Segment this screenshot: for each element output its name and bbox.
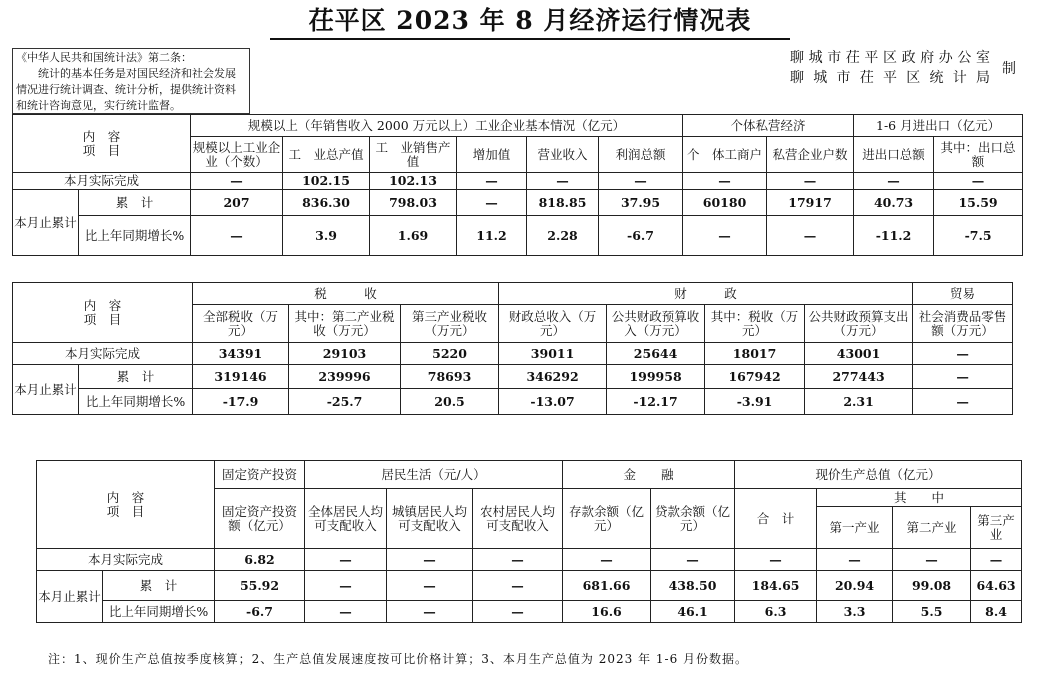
group-resident-living: 居民生活（元/人） [305,461,563,489]
data-cell: 11.2 [457,216,527,256]
group-import-export: 1-6 月进出口（亿元） [854,115,1023,137]
table-row [37,571,1022,601]
row-label-month: 本月实际完成 [13,343,193,365]
item-label-top: 内 容 [82,128,121,144]
item-label-bottom: 项 目 [82,142,121,158]
data-cell: 818.85 [527,190,599,216]
item-label-bottom: 项 目 [106,503,145,519]
item-label-bottom: 项 目 [83,311,122,327]
data-cell: — [683,216,767,256]
tax-finance-table [12,282,1013,415]
data-cell: -7.5 [934,216,1023,256]
col-header: 固定资产投资额（亿元） [215,489,305,549]
row-group-cumulative: 本月止累计 [13,190,79,256]
col-header: 其中：第二产业税收（万元） [289,305,401,343]
data-cell: -6.7 [215,601,305,623]
data-cell: 184.65 [735,571,817,601]
data-cell: 40.73 [854,190,934,216]
data-cell: — [527,173,599,190]
data-cell: 277443 [805,365,913,389]
row-label-cumulative: 累 计 [103,571,215,601]
data-cell: 207 [191,190,283,216]
row-group-cumulative: 本月止累计 [13,365,79,415]
data-cell: 99.08 [893,571,971,601]
group-tax: 税 收 [193,283,499,305]
data-cell: — [934,173,1023,190]
issuer-block [790,46,1035,90]
data-cell: 20.94 [817,571,893,601]
data-cell: -6.7 [599,216,683,256]
data-cell: -11.2 [854,216,934,256]
col-header: 个 体工商户 [683,137,767,173]
data-cell: 102.15 [283,173,370,190]
col-header: 营业收入 [527,137,599,173]
col-header: 其中：税收（万元） [705,305,805,343]
table-row [13,389,1013,415]
issuer-suffix: 制 [1002,61,1016,77]
law-heading: 《中华人民共和国统计法》第二条： [16,51,192,64]
table-row [37,601,1022,623]
data-cell: 3.3 [817,601,893,623]
data-cell: 681.66 [563,571,651,601]
issuer-org-2: 聊城市茌平区统计局 [790,70,990,86]
data-cell: 8.4 [971,601,1022,623]
col-header: 其中：出口总额 [934,137,1023,173]
col-header: 贷款余额（亿元） [651,489,735,549]
col-header: 全部税收（万元） [193,305,289,343]
data-cell: 438.50 [651,571,735,601]
data-cell: — [971,549,1022,571]
item-label-top: 内 容 [106,489,145,505]
col-header: 财政总收入（万元） [499,305,607,343]
row-label-month: 本月实际完成 [13,173,191,190]
group-gdp-breakdown: 其 中 [817,489,1022,507]
law-body: 统计的基本任务是对国民经济和社会发展情况进行统计调查、统计分析，提供统计资料和统计咨询意见，实行统计监督。 [16,67,236,112]
issuer-org-1: 聊城市茌平区政府办公室 [790,50,990,66]
data-cell: — [683,173,767,190]
data-cell: — [457,173,527,190]
row-label-growth: 比上年同期增长% [79,389,193,415]
col-header: 第一产业 [817,507,893,549]
item-label-top: 内 容 [83,297,122,313]
data-cell: — [305,601,387,623]
table-row [13,173,1023,190]
data-cell: — [305,549,387,571]
data-cell: 64.63 [971,571,1022,601]
col-header: 规模以上工业企业（个数） [191,137,283,173]
data-cell: 2.31 [805,389,913,415]
table-row [13,343,1013,365]
col-header: 城镇居民人均可支配收入 [387,489,473,549]
data-cell: — [817,549,893,571]
group-private-economy: 个体私营经济 [683,115,854,137]
data-cell: — [735,549,817,571]
data-cell: — [651,549,735,571]
data-cell: 1.69 [370,216,457,256]
data-cell: -12.17 [607,389,705,415]
group-fixed-investment: 固定资产投资 [215,461,305,489]
col-header: 公共财政预算收入（万元） [607,305,705,343]
data-cell: — [387,571,473,601]
data-cell: — [457,190,527,216]
row-label-cumulative: 累 计 [79,190,191,216]
data-cell: 798.03 [370,190,457,216]
row-label-growth: 比上年同期增长% [103,601,215,623]
data-cell: — [473,549,563,571]
col-header: 工 业销售产值 [370,137,457,173]
col-header: 进出口总额 [854,137,934,173]
data-cell: -3.91 [705,389,805,415]
data-cell: — [599,173,683,190]
group-finance: 财 政 [499,283,913,305]
data-cell: 17917 [767,190,854,216]
row-group-cumulative: 本月止累计 [37,571,103,623]
data-cell: -25.7 [289,389,401,415]
data-cell: 60180 [683,190,767,216]
item-header-cell [37,461,215,549]
data-cell: 239996 [289,365,401,389]
data-cell: -13.07 [499,389,607,415]
data-cell: 2.28 [527,216,599,256]
data-cell: 43001 [805,343,913,365]
data-cell: 16.6 [563,601,651,623]
data-cell: — [854,173,934,190]
data-cell: 29103 [289,343,401,365]
data-cell: — [893,549,971,571]
group-finance: 金 融 [563,461,735,489]
item-header-cell [13,283,193,343]
data-cell: — [387,601,473,623]
data-cell: — [191,216,283,256]
group-industry: 规模以上（年销售收入 2000 万元以上）工业企业基本情况（亿元） [191,115,683,137]
industry-table [12,114,1023,256]
data-cell: — [191,173,283,190]
group-gdp: 现价生产总值（亿元） [735,461,1022,489]
col-header: 第二产业 [893,507,971,549]
data-cell: 18017 [705,343,805,365]
data-cell: 167942 [705,365,805,389]
table-row [37,549,1022,571]
col-header: 社会消费品零售额（万元） [913,305,1013,343]
data-cell: 836.30 [283,190,370,216]
data-cell: 20.5 [401,389,499,415]
data-cell: 55.92 [215,571,305,601]
data-cell: — [305,571,387,601]
data-cell: 346292 [499,365,607,389]
col-header: 第三产业 [971,507,1022,549]
table-row [13,365,1013,389]
data-cell: 34391 [193,343,289,365]
item-header-cell [13,115,191,173]
data-cell: — [767,173,854,190]
data-cell: 37.95 [599,190,683,216]
col-header: 工 业总产值 [283,137,370,173]
row-label-growth: 比上年同期增长% [79,216,191,256]
data-cell: 15.59 [934,190,1023,216]
col-header: 全体居民人均可支配收入 [305,489,387,549]
data-cell: — [913,389,1013,415]
data-cell: 3.9 [283,216,370,256]
table-row [13,190,1023,216]
data-cell: 78693 [401,365,499,389]
table-row [13,216,1023,256]
col-header: 私营企业户数 [767,137,854,173]
footnote: 注：1、现价生产总值按季度核算；2、生产总值发展速度按可比价格计算；3、本月生产总值为 2023 年 1-6 月份数据。 [48,652,749,666]
data-cell: -17.9 [193,389,289,415]
data-cell: — [767,216,854,256]
col-header: 第三产业税收（万元） [401,305,499,343]
data-cell: 25644 [607,343,705,365]
row-label-cumulative: 累 计 [79,365,193,389]
investment-gdp-table [36,460,1022,623]
data-cell: 319146 [193,365,289,389]
col-header: 存款余额（亿元） [563,489,651,549]
col-header: 利润总额 [599,137,683,173]
col-header: 农村居民人均可支配收入 [473,489,563,549]
statistics-law-note [12,48,250,114]
group-commerce: 贸易 [913,283,1013,305]
report-title: 茌平区 2023 年 8 月经济运行情况表 [270,4,790,40]
data-cell: 102.13 [370,173,457,190]
data-cell: — [473,601,563,623]
data-cell: 39011 [499,343,607,365]
data-cell: 199958 [607,365,705,389]
row-label-month: 本月实际完成 [37,549,215,571]
data-cell: — [913,343,1013,365]
col-header: 增加值 [457,137,527,173]
data-cell: 5220 [401,343,499,365]
data-cell: 46.1 [651,601,735,623]
data-cell: 6.3 [735,601,817,623]
col-header: 合 计 [735,489,817,549]
data-cell: 6.82 [215,549,305,571]
data-cell: 5.5 [893,601,971,623]
col-header: 公共财政预算支出（万元） [805,305,913,343]
data-cell: — [913,365,1013,389]
data-cell: — [387,549,473,571]
data-cell: — [563,549,651,571]
data-cell: — [473,571,563,601]
